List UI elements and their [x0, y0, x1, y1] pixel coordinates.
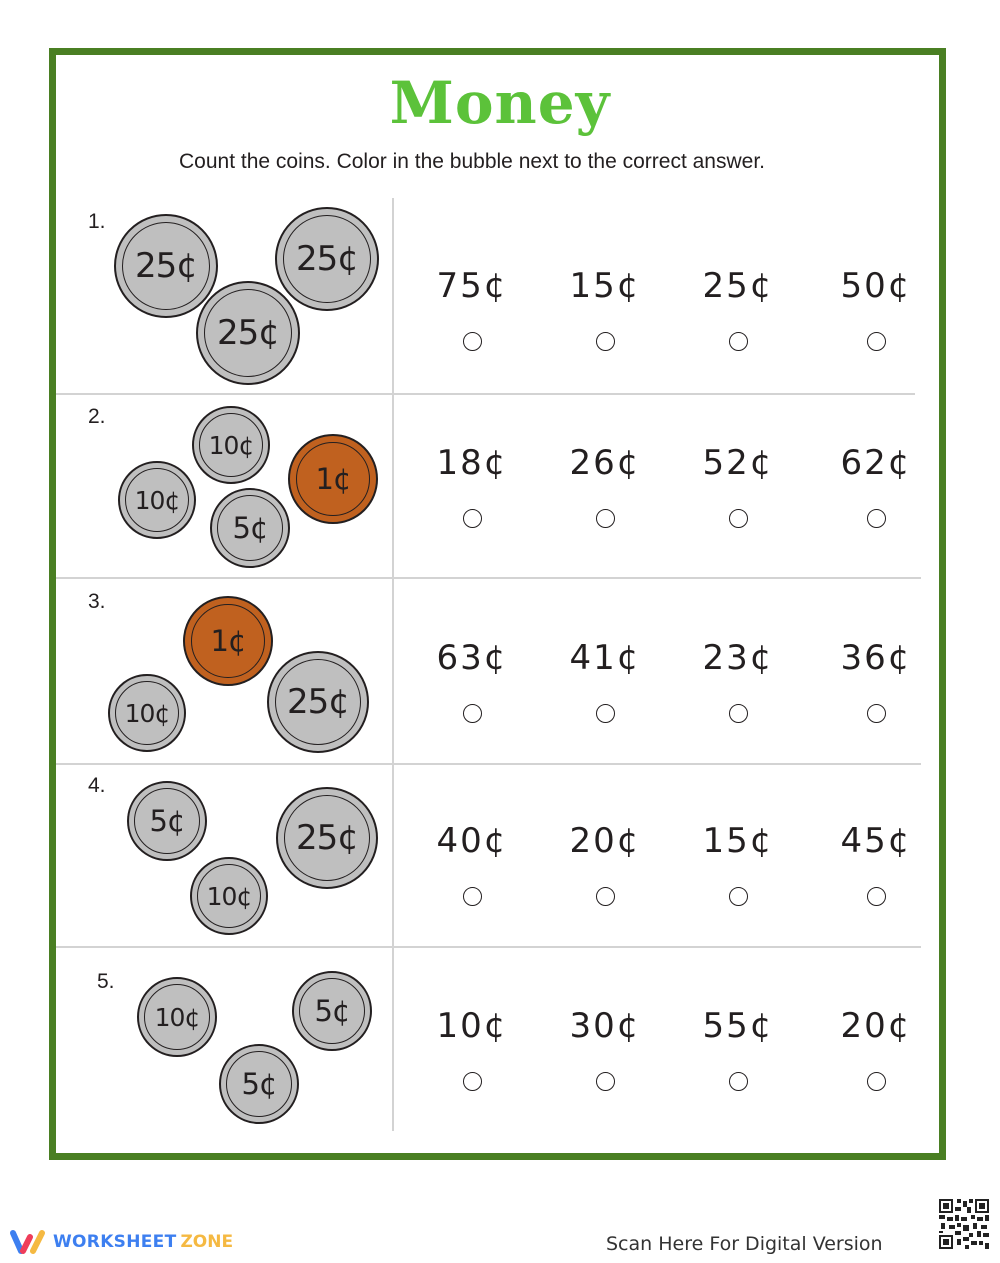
- answer-option: 20¢: [550, 821, 660, 906]
- answer-bubble[interactable]: [867, 704, 886, 723]
- answer-bubble[interactable]: [596, 509, 615, 528]
- answer-option: 30¢: [550, 1006, 660, 1091]
- nickel-coin-icon: 5¢: [127, 781, 207, 861]
- answer-option: 63¢: [417, 638, 527, 723]
- row-divider: [56, 577, 921, 579]
- nickel-coin-icon: 5¢: [210, 488, 290, 568]
- answer-bubble[interactable]: [867, 1072, 886, 1091]
- answer-bubble[interactable]: [867, 887, 886, 906]
- answer-option: 10¢: [417, 1006, 527, 1091]
- dime-coin-icon: 10¢: [190, 857, 268, 935]
- answer-bubble[interactable]: [596, 1072, 615, 1091]
- answer-option: 75¢: [417, 266, 527, 351]
- row-divider: [56, 946, 921, 948]
- answer-bubble[interactable]: [463, 704, 482, 723]
- answer-bubble[interactable]: [729, 887, 748, 906]
- answer-bubble[interactable]: [596, 704, 615, 723]
- answer-bubble[interactable]: [596, 887, 615, 906]
- dime-coin-icon: 10¢: [108, 674, 186, 752]
- worksheetzone-logo-icon: [9, 1229, 47, 1255]
- scan-instruction: Scan Here For Digital Version: [606, 1233, 883, 1255]
- answer-option: 45¢: [821, 821, 931, 906]
- penny-coin-icon: 1¢: [183, 596, 273, 686]
- answer-bubble[interactable]: [729, 332, 748, 351]
- answer-option: 55¢: [683, 1006, 793, 1091]
- answer-option: 18¢: [417, 443, 527, 528]
- question-number: 2.: [88, 405, 106, 428]
- answer-option: 15¢: [683, 821, 793, 906]
- quarter-coin-icon: 25¢: [275, 207, 379, 311]
- quarter-coin-icon: 25¢: [196, 281, 300, 385]
- instructions: Count the coins. Color in the bubble next to the correct answer.: [178, 150, 765, 173]
- brand-logo[interactable]: [9, 1226, 233, 1258]
- brand-name-part2: ZONE: [180, 1232, 234, 1252]
- answer-option: 23¢: [683, 638, 793, 723]
- answer-bubble[interactable]: [463, 887, 482, 906]
- answer-option: 50¢: [821, 266, 931, 351]
- answer-bubble[interactable]: [463, 1072, 482, 1091]
- answer-bubble[interactable]: [867, 509, 886, 528]
- nickel-coin-icon: 5¢: [292, 971, 372, 1051]
- question-number: 3.: [88, 590, 106, 613]
- answer-option: 25¢: [683, 266, 793, 351]
- column-divider: [392, 198, 394, 1131]
- nickel-coin-icon: 5¢: [219, 1044, 299, 1124]
- answer-option: 40¢: [417, 821, 527, 906]
- quarter-coin-icon: 25¢: [276, 787, 378, 889]
- answer-option: 62¢: [821, 443, 931, 528]
- question-number: 5.: [97, 970, 115, 993]
- penny-coin-icon: 1¢: [288, 434, 378, 524]
- row-divider: [56, 393, 915, 395]
- qr-code-icon[interactable]: [939, 1199, 989, 1249]
- answer-option: 41¢: [550, 638, 660, 723]
- answer-option: 20¢: [821, 1006, 931, 1091]
- dime-coin-icon: 10¢: [118, 461, 196, 539]
- page-title: Money: [389, 69, 611, 137]
- answer-bubble[interactable]: [867, 332, 886, 351]
- answer-bubble[interactable]: [596, 332, 615, 351]
- answer-option: 52¢: [683, 443, 793, 528]
- answer-bubble[interactable]: [463, 509, 482, 528]
- answer-bubble[interactable]: [729, 509, 748, 528]
- question-number: 4.: [88, 774, 106, 797]
- quarter-coin-icon: 25¢: [114, 214, 218, 318]
- question-number: 1.: [88, 210, 106, 233]
- dime-coin-icon: 10¢: [192, 406, 270, 484]
- row-divider: [56, 763, 921, 765]
- answer-option: 26¢: [550, 443, 660, 528]
- quarter-coin-icon: 25¢: [267, 651, 369, 753]
- answer-bubble[interactable]: [729, 1072, 748, 1091]
- answer-option: 15¢: [550, 266, 660, 351]
- brand-name-part1: WORKSHEET: [53, 1232, 177, 1252]
- answer-bubble[interactable]: [729, 704, 748, 723]
- answer-option: 36¢: [821, 638, 931, 723]
- answer-bubble[interactable]: [463, 332, 482, 351]
- dime-coin-icon: 10¢: [137, 977, 217, 1057]
